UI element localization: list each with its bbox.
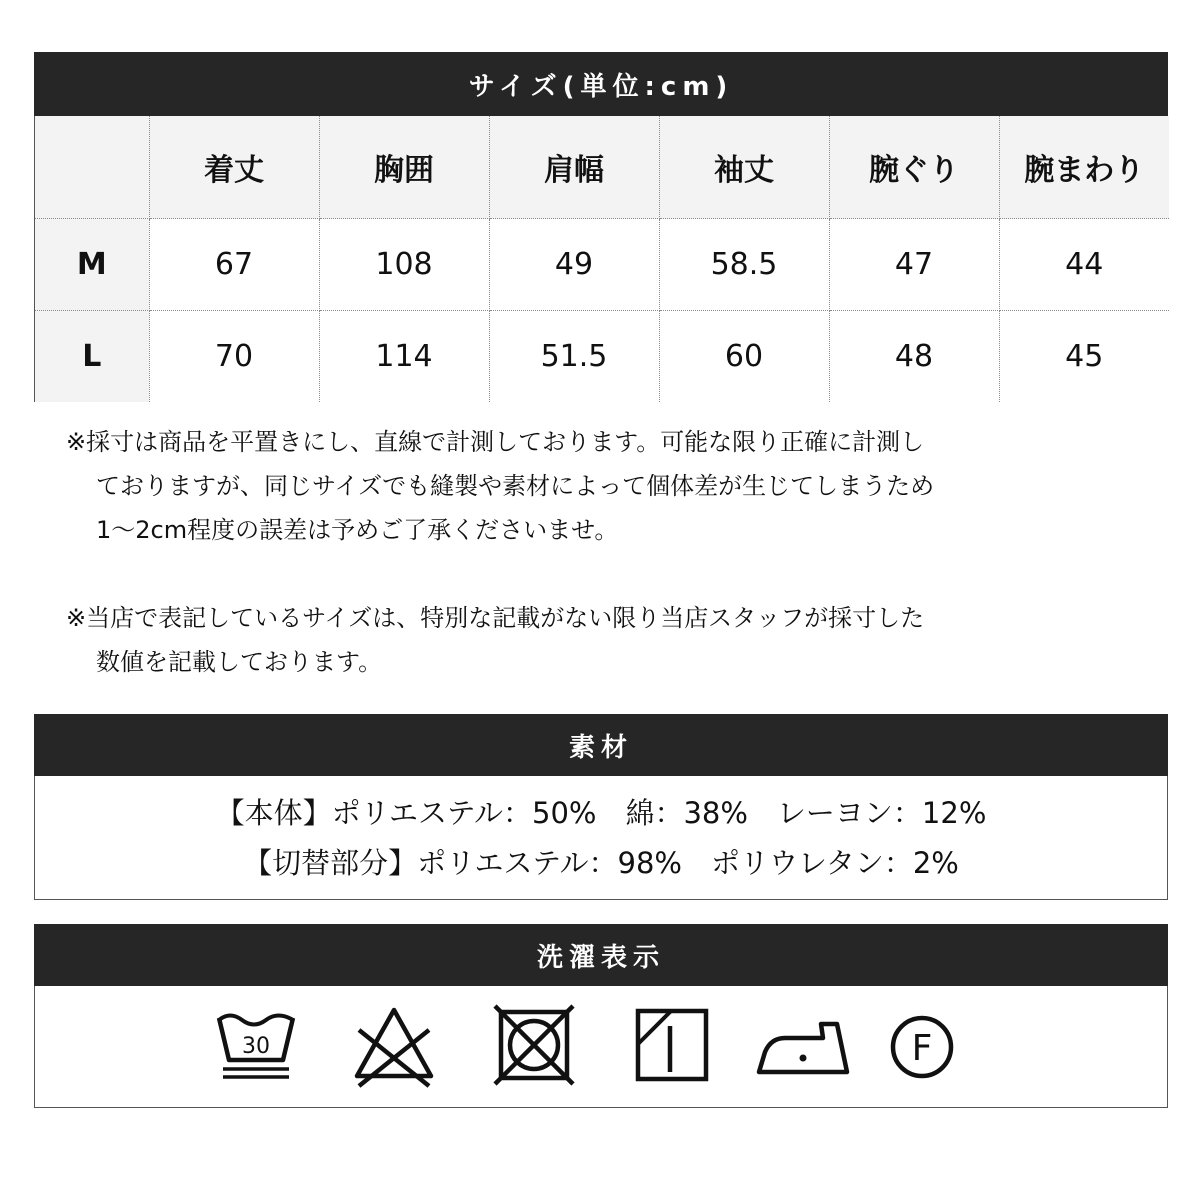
column-header-shoulder: 肩幅 [489, 116, 659, 219]
table-cell: 48 [829, 311, 999, 403]
size-section-title: サイズ(単位:cm) [468, 71, 734, 102]
wash-temperature: 30 [242, 1034, 270, 1059]
line-dry-icon [629, 1002, 715, 1088]
care-section-header [34, 924, 1168, 986]
note-line: ※採寸は商品を平置きにし、直線で計測しております。可能な限り正確に計測し [66, 428, 925, 456]
material-line-panel: 【切替部分】ポリエステル：98% ポリウレタン：2% [243, 845, 959, 880]
material-section-header [34, 714, 1168, 776]
column-header-armhole: 腕ぐり [829, 116, 999, 219]
size-notes [66, 420, 1066, 684]
material-section-title: 素材 [568, 732, 633, 763]
table-cell: 49 [489, 219, 659, 311]
no-tumble-dry-icon [491, 1002, 577, 1088]
table-cell: 67 [149, 219, 319, 311]
material-line-body: 【本体】ポリエステル：50% 綿：38% レーヨン：12% [215, 795, 987, 830]
row-label-l: L [35, 311, 149, 403]
note-line: ※当店で表記しているサイズは、特別な記載がない限り当店スタッフが採寸した [66, 604, 925, 632]
column-header-arm-circumference: 腕まわり [999, 116, 1169, 219]
table-cell: 108 [319, 219, 489, 311]
dry-clean-letter: F [911, 1028, 933, 1069]
care-section-title: 洗濯表示 [536, 942, 665, 973]
table-row [35, 219, 1169, 311]
material-content [34, 776, 1168, 900]
note-line: 数値を記載しております。 [96, 648, 383, 676]
size-table-corner [35, 116, 149, 219]
column-header-chest: 胸囲 [319, 116, 489, 219]
table-cell: 60 [659, 311, 829, 403]
no-bleach-icon [351, 1002, 437, 1088]
table-cell: 51.5 [489, 311, 659, 403]
table-row [35, 311, 1169, 403]
wash-30-gentle-icon [213, 1002, 299, 1088]
table-cell: 45 [999, 311, 1169, 403]
row-label-m: M [35, 219, 149, 311]
column-header-sleeve: 袖丈 [659, 116, 829, 219]
size-section-header [34, 52, 1168, 116]
table-cell: 47 [829, 219, 999, 311]
size-table-header-row [35, 116, 1169, 219]
note-line: ておりますが、同じサイズでも縫製や素材によって個体差が生じてしまうため [96, 472, 935, 500]
table-cell: 114 [319, 311, 489, 403]
note-line: 1〜2cm程度の誤差は予めご了承くださいませ。 [96, 516, 619, 544]
dry-clean-f-icon [879, 1002, 965, 1088]
iron-low-icon [755, 1002, 851, 1088]
table-cell: 58.5 [659, 219, 829, 311]
table-cell: 70 [149, 311, 319, 403]
table-cell: 44 [999, 219, 1169, 311]
column-header-length: 着丈 [149, 116, 319, 219]
size-table [34, 116, 1168, 402]
care-icons [34, 986, 1168, 1108]
